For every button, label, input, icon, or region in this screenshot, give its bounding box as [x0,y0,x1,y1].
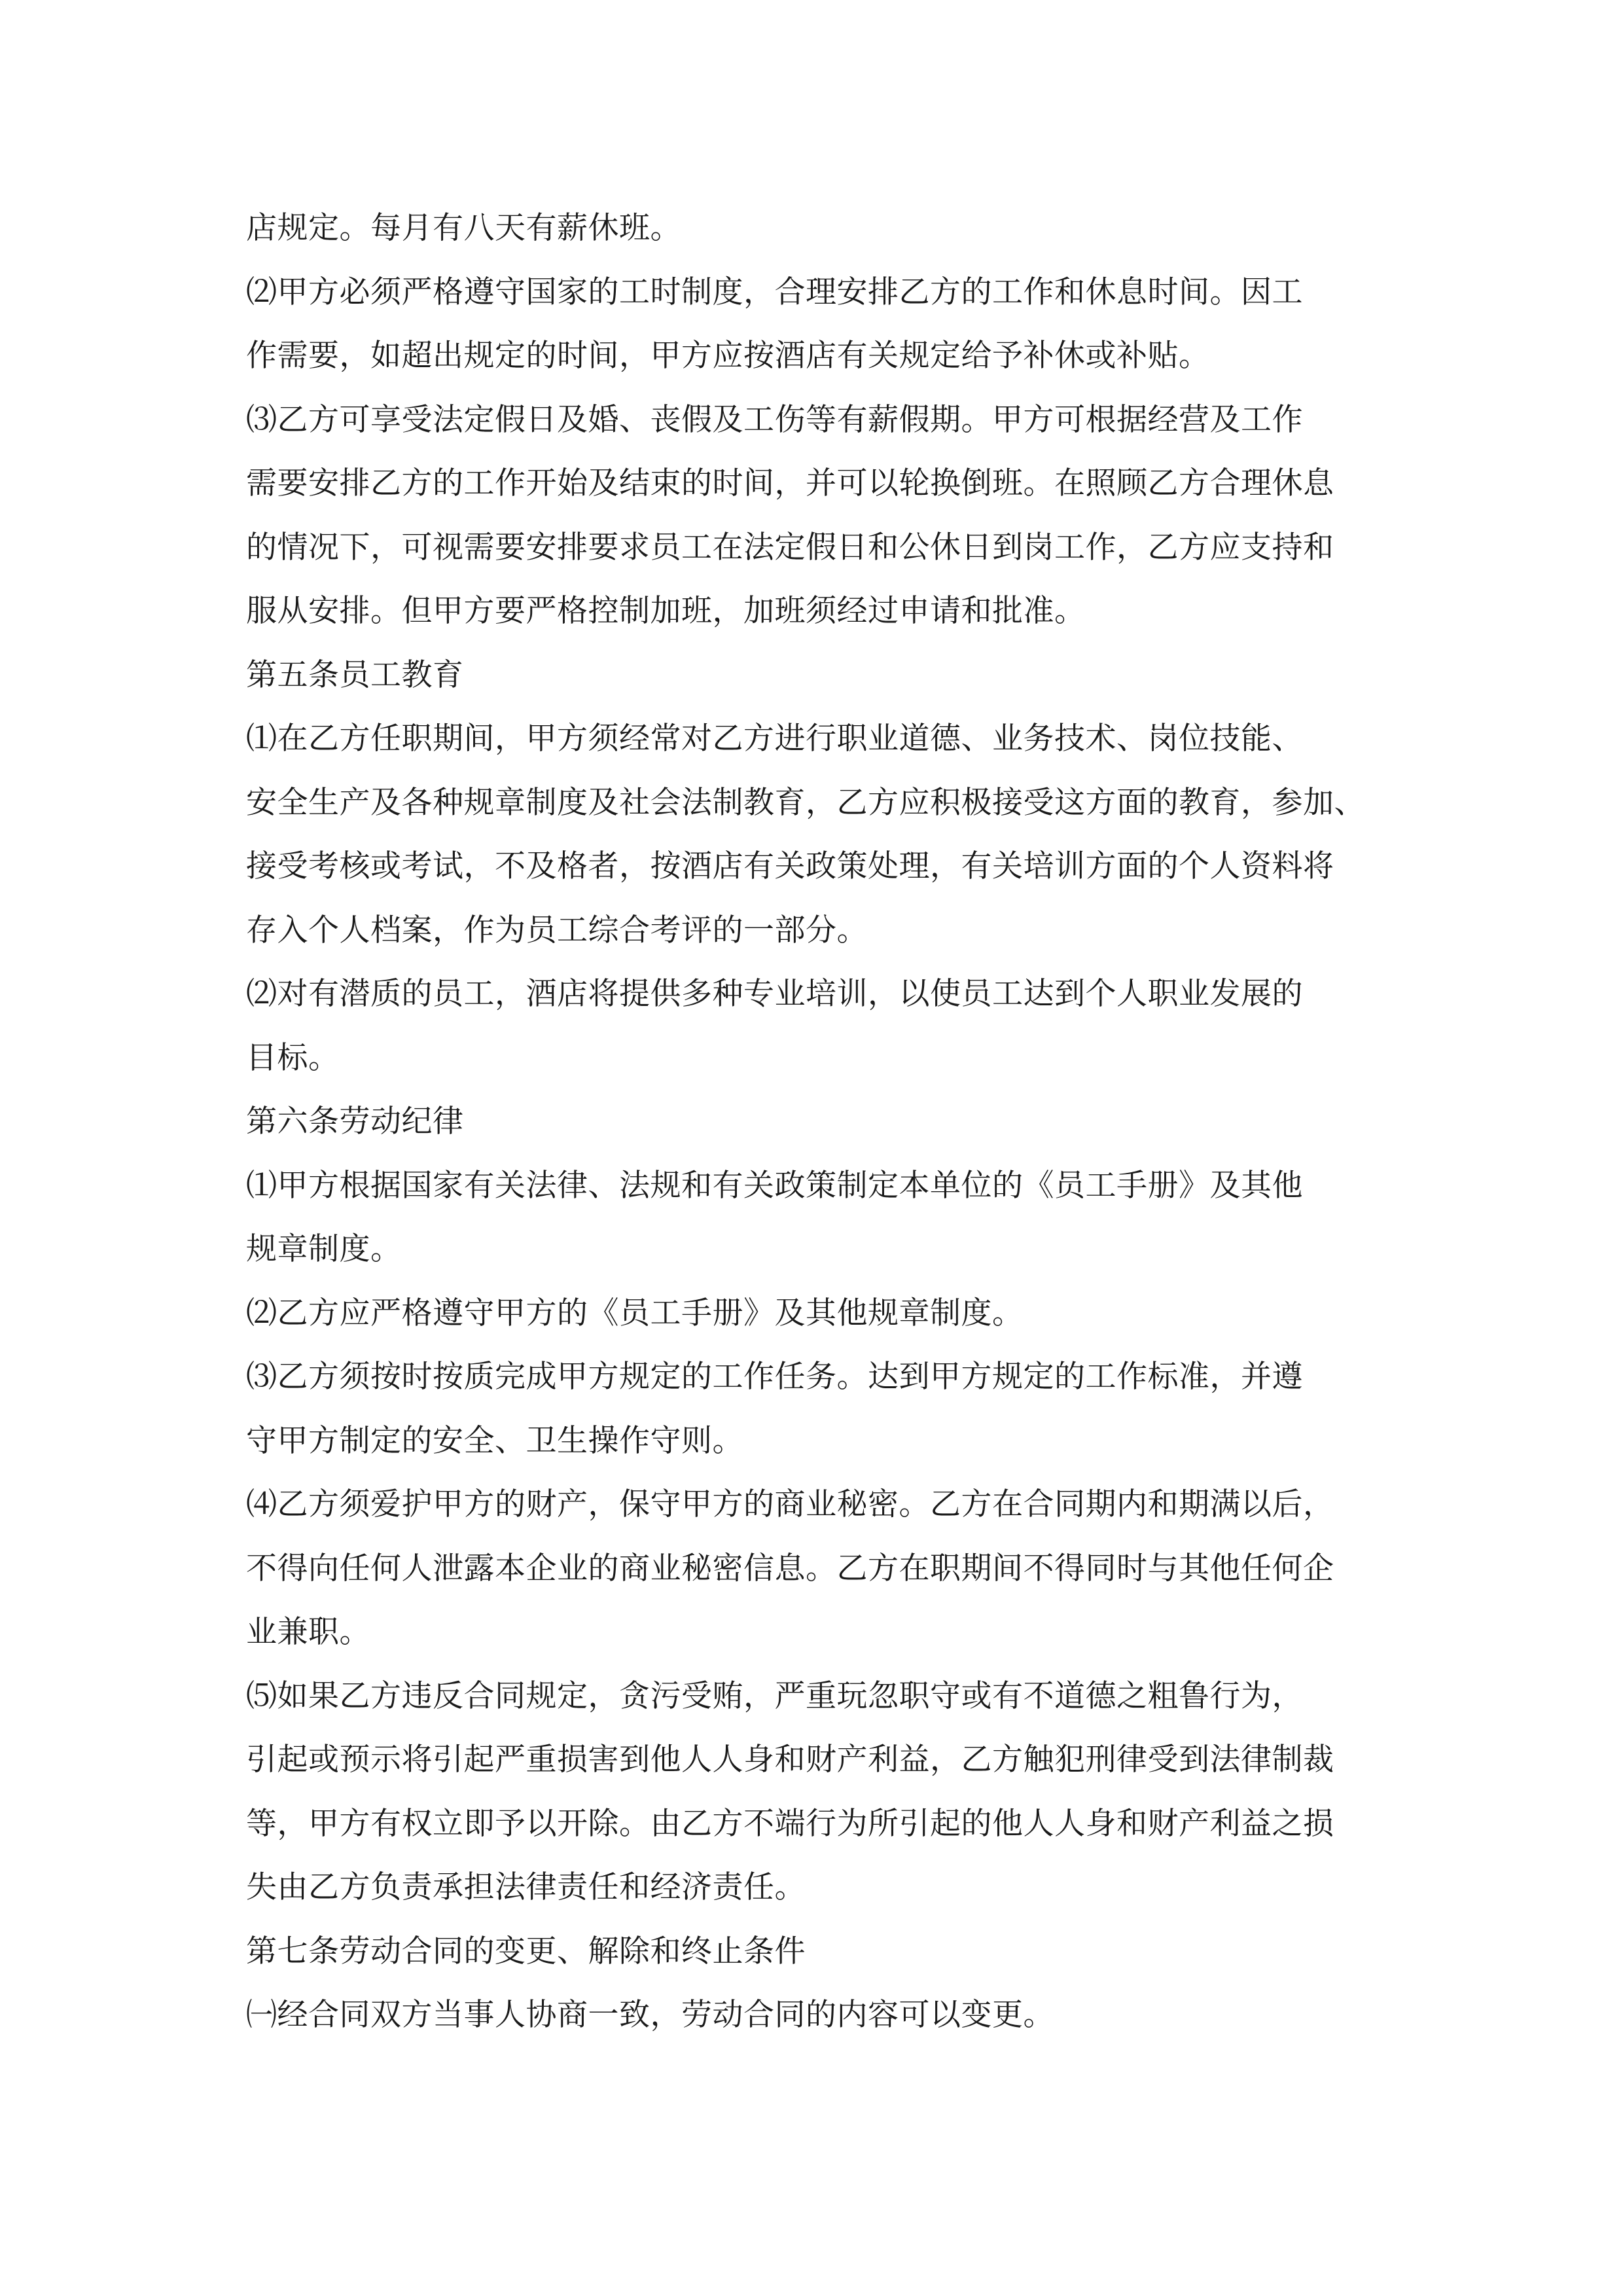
text-line: ㈠经合同双方当事人协商一致，劳动合同的内容可以变更。 [246,1997,1054,2033]
text-line: 守甲方制定的安全、卫生操作守则。 [246,1422,743,1459]
section-heading: 第七条劳动合同的变更、解除和终止条件 [246,1933,806,1969]
text-line: 失由乙方负责承担法律责任和经济责任。 [246,1869,806,1905]
text-line: ⑶乙方须按时按质完成甲方规定的工作任务。达到甲方规定的工作标准，并遵 [246,1359,1303,1395]
text-line: 等，甲方有权立即予以开除。由乙方不端行为所引起的他人人身和财产利益之损 [246,1805,1334,1842]
text-line: 规章制度。 [246,1231,402,1267]
text-line: 业兼职。 [246,1614,370,1650]
text-line: 服从安排。但甲方要严格控制加班，加班须经过申请和批准。 [246,593,1086,629]
text-line: 作需要，如超出规定的时间，甲方应按酒店有关规定给予补休或补贴。 [246,338,1210,374]
text-line: 的情况下，可视需要安排要求员工在法定假日和公休日到岗工作，乙方应支持和 [246,529,1334,565]
section-heading: 第五条员工教育 [246,656,464,693]
text-line: ⑴甲方根据国家有关法律、法规和有关政策制定本单位的《员工手册》及其他 [246,1167,1303,1204]
text-line: 安全生产及各种规章制度及社会法制教育，乙方应积极接受这方面的教育，参加、 [246,784,1365,821]
text-line: 存入个人档案，作为员工综合考评的一部分。 [246,912,868,948]
text-line: 目标。 [246,1039,340,1076]
document-body [246,196,1385,2047]
text-line: 店规定。每月有八天有薪休班。 [246,210,681,246]
text-line: ⑵乙方应严格遵守甲方的《员工手册》及其他规章制度。 [246,1295,1024,1331]
section-heading: 第六条劳动纪律 [246,1103,464,1139]
text-line: ⑸如果乙方违反合同规定，贪污受贿，严重玩忽职守或有不道德之粗鲁行为， [246,1677,1303,1714]
text-line: 引起或预示将引起严重损害到他人人身和财产利益，乙方触犯刑律受到法律制裁 [246,1742,1334,1778]
text-line: ⑵对有潜质的员工，酒店将提供多种专业培训，以使员工达到个人职业发展的 [246,976,1303,1012]
text-line: 需要安排乙方的工作开始及结束的时间，并可以轮换倒班。在照顾乙方合理休息 [246,465,1334,501]
text-line: ⑴在乙方任职期间，甲方须经常对乙方进行职业道德、业务技术、岗位技能、 [246,721,1303,757]
text-line: ⑵甲方必须严格遵守国家的工时制度，合理安排乙方的工作和休息时间。因工 [246,274,1303,310]
text-line: ⑶乙方可享受法定假日及婚、丧假及工伤等有薪假期。甲方可根据经营及工作 [246,401,1303,438]
text-line: ⑷乙方须爱护甲方的财产，保守甲方的商业秘密。乙方在合同期内和期满以后， [246,1486,1334,1522]
text-line: 接受考核或考试，不及格者，按酒店有关政策处理，有关培训方面的个人资料将 [246,848,1334,884]
text-line: 不得向任何人泄露本企业的商业秘密信息。乙方在职期间不得同时与其他任何企 [246,1550,1334,1587]
